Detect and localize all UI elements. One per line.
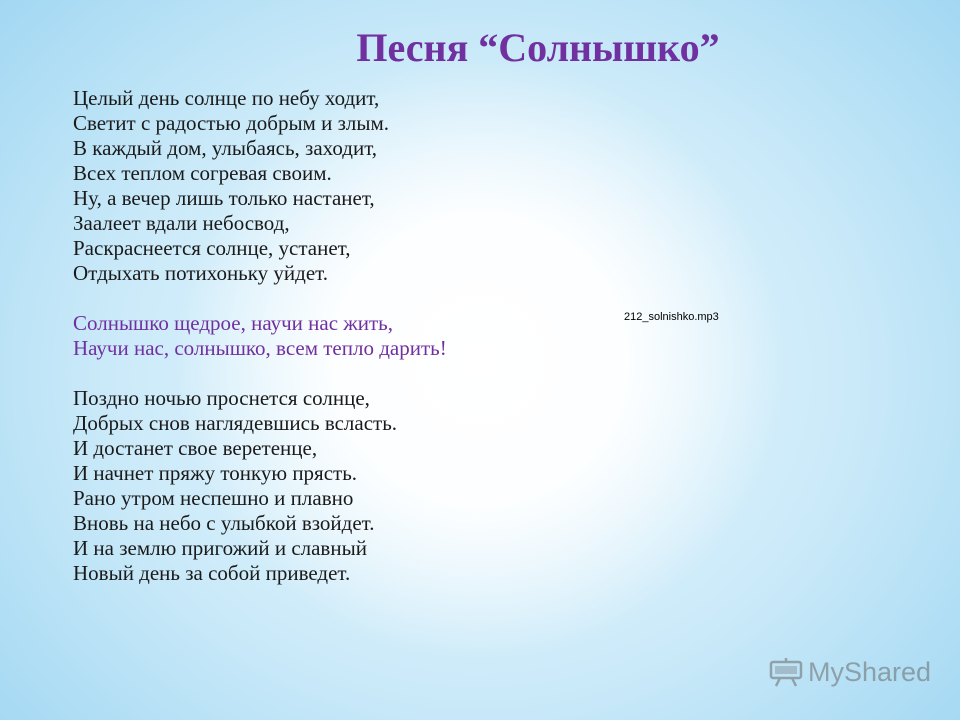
lyric-line: Заалеет вдали небосвод, [73,211,290,235]
chorus-line: Солнышко щедрое, научи нас жить, [73,311,394,335]
song-title: Песня “Солнышко” [356,25,720,70]
stanza-gap [73,361,633,386]
watermark-text [808,655,931,689]
verse-1 [73,86,633,286]
watermark-shared: Shared [844,657,932,687]
lyric-line: Светит с радостью добрым и злым. [73,111,390,135]
lyric-line: Ну, а вечер лишь только настанет, [73,186,375,210]
lyric-line: В каждый дом, улыбаясь, заходит, [73,136,378,160]
audio-file-link[interactable]: 212_solnishko.mp3 [624,311,719,323]
lyric-line: Раскраснеется солнце, устанет, [73,236,351,260]
chorus-line: Научи нас, солнышко, всем тепло дарить! [73,336,447,360]
stanza-gap [73,286,633,311]
lyric-line: Добрых снов наглядевшись всласть. [73,411,398,435]
lyric-line: Новый день за собой приведет. [73,561,351,585]
lyric-line: Рано утром неспешно и плавно [73,486,354,510]
lyric-line: Целый день солнце по небу ходит, [73,86,380,110]
chorus [73,311,633,361]
lyric-line: Всех теплом согревая своим. [73,161,332,185]
lyric-line: И начнет пряжу тонкую прясть. [73,461,358,485]
lyric-line: И достанет свое веретенце, [73,436,318,460]
verse-2 [73,386,633,586]
lyric-line: Отдыхать потихоньку уйдет. [73,261,329,285]
projector-icon [768,657,804,687]
lyric-line: И на землю пригожий и славный [73,536,367,560]
lyric-line: Вновь на небо с улыбкой взойдет. [73,511,375,535]
myshared-watermark [768,655,931,689]
lyric-line: Поздно ночью проснется солнце, [73,386,370,410]
watermark-my: My [808,657,844,687]
lyrics-body [73,86,633,586]
